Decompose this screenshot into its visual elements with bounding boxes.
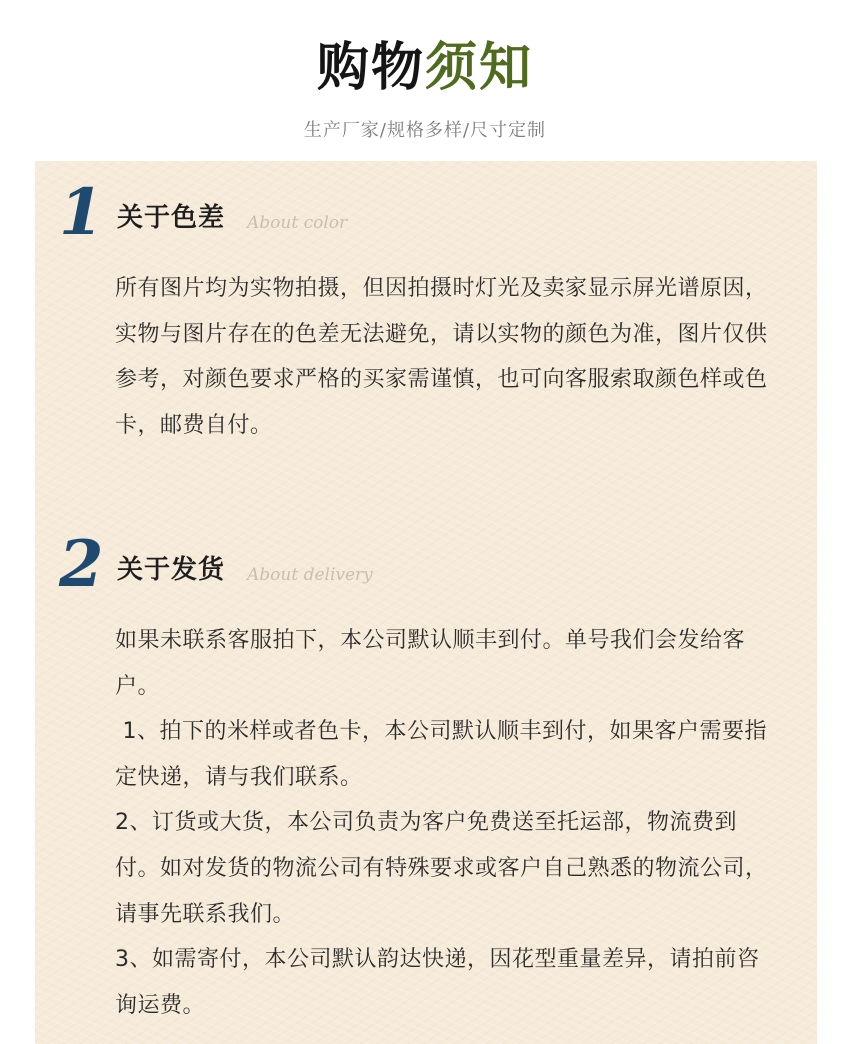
section-color-header: [35, 173, 817, 253]
section-color-title: 关于色差: [117, 203, 226, 233]
section-delivery-subtitle: About delivery: [247, 565, 373, 585]
section-delivery-header: [35, 525, 817, 605]
section-delivery-number: 2: [59, 527, 104, 602]
section-delivery-title: 关于发货: [117, 555, 226, 585]
section-delivery-body: [115, 618, 775, 1028]
delivery-paragraph-2: 2、订货或大货，本公司负责为客户免费送至托运部，物流费到付。如对发货的物流公司有特殊要求或客户自己熟悉的物流公司，请事先联系我们。: [115, 810, 768, 927]
delivery-paragraph-3: 3、如需寄付，本公司默认韵达快递，因花型重量差异，请拍前咨询运费。: [115, 947, 760, 1018]
page-title: [0, 36, 850, 100]
section-color-paragraph: 所有图片均为实物拍摄，但因拍摄时灯光及卖家显示屏光谱原因，实物与图片存在的色差无法避免，请以实物的颜色为准，图片仅供参考，对颜色要求严格的买家需谨慎，也可向客服索取颜色样或色卡，邮费自付。: [115, 276, 768, 438]
section-color-subtitle: About color: [247, 213, 348, 233]
page-subtitle: 生产厂家/规格多样/尺寸定制: [303, 120, 547, 141]
section-color-number: 1: [59, 175, 104, 250]
page-title-part-b: 须知: [425, 37, 534, 98]
delivery-paragraph-1: 1、拍下的米样或者色卡，本公司默认顺丰到付，如果客户需要指定快递，请与我们联系。: [115, 719, 767, 790]
notice-panel: [35, 161, 817, 1044]
delivery-paragraph-intro: 如果未联系客服拍下，本公司默认顺丰到付。单号我们会发给客户。: [115, 628, 746, 699]
section-color-body: [115, 266, 775, 448]
page-title-part-a: 购物: [316, 37, 425, 98]
